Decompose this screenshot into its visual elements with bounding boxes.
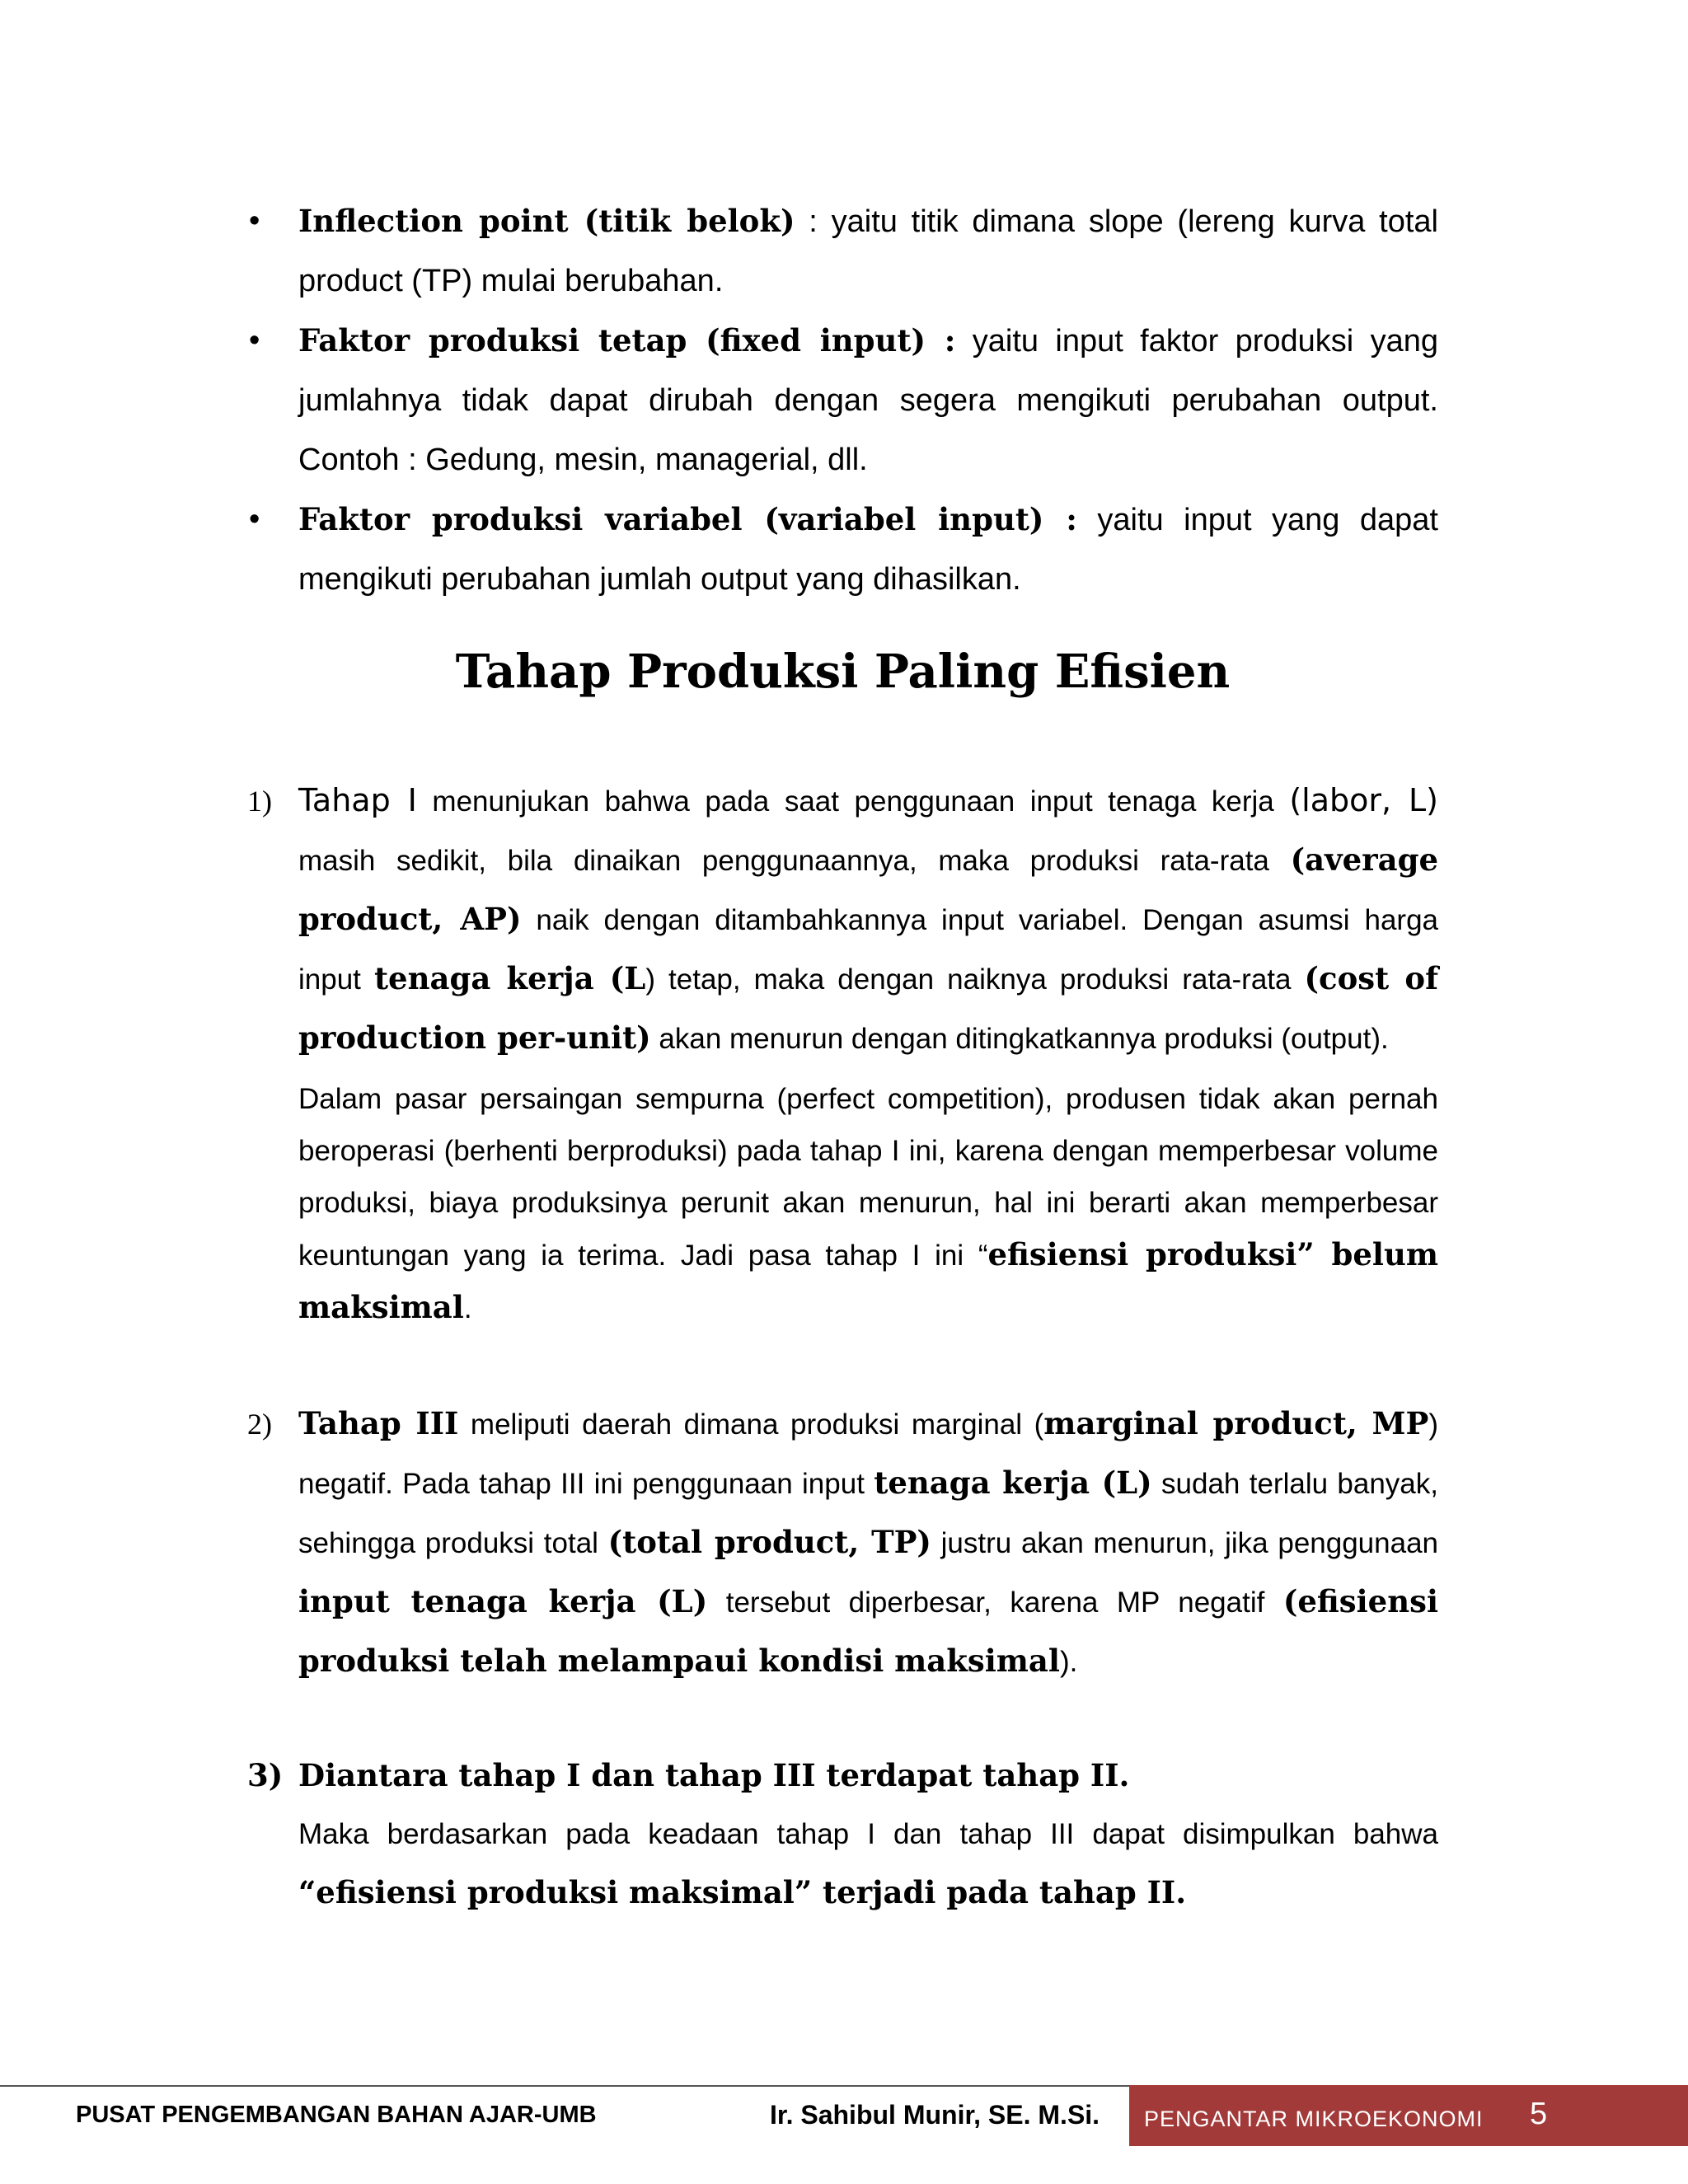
description: yaitu input yang dapat mengikuti perubahan jumlah output yang dihasilkan.	[298, 503, 1438, 597]
text-run: masih sedikit, bila dinaikan penggunaannya, maka produksi rata-rata	[298, 845, 1291, 877]
bold-run: marginal product, MP	[1043, 1405, 1429, 1441]
footer-publisher: PUSAT PENGEMBANGAN BAHAN AJAR-UMB	[76, 2102, 597, 2128]
text-run: .	[463, 1292, 472, 1324]
definition-item	[247, 311, 1438, 490]
text-run: meliputi daerah dimana produksi marginal (	[458, 1408, 1044, 1441]
text-run: menunjukan bahwa pada saat penggunaan input tenaga kerja	[416, 785, 1290, 818]
numbered-item-3	[247, 1746, 1438, 1923]
term: Faktor produksi tetap (fixed input) :	[298, 322, 956, 359]
item-number: 3)	[247, 1757, 284, 1793]
text-run: Maka berdasarkan pada keadaan tahap I dan tahap III dapat disimpulkan bahwa	[298, 1818, 1438, 1850]
item-lead: Tahap III	[298, 1405, 459, 1441]
bold-run: tenaga kerja (L)	[874, 1465, 1152, 1501]
text-run: akan menurun dengan ditingkatkannya produksi (output).	[650, 1023, 1389, 1055]
item-paragraph	[298, 1073, 1438, 1334]
text-run: ) negatif. Pada tahap III ini penggunaan input	[298, 1408, 1438, 1500]
page-footer	[0, 2085, 1688, 2146]
numbered-item-2	[247, 1394, 1438, 1691]
bullet-icon: •	[249, 502, 260, 537]
item-text	[298, 1394, 1438, 1691]
term: Faktor produksi variabel (variabel input) :	[298, 501, 1077, 537]
footer-divider	[0, 2085, 1129, 2087]
text-run: ).	[1059, 1646, 1078, 1678]
footer-author: Ir. Sahibul Munir, SE. M.Si.	[770, 2100, 1100, 2130]
text-run: ) tetap, maka dengan naiknya produksi rata-rata	[645, 963, 1305, 996]
bullet-icon: •	[249, 323, 260, 358]
bullet-icon: •	[249, 204, 260, 238]
item-text	[298, 1805, 1438, 1923]
bold-run: (cost of production per-unit)	[298, 960, 1438, 1056]
item-heading: Diantara tahap I dan tahap III terdapat tahap II.	[298, 1757, 1130, 1793]
term: Inflection point (titik belok)	[298, 203, 795, 239]
course-name: PENGANTAR MIKROEKONOMI	[1144, 2107, 1484, 2131]
page-number: 5	[1530, 2097, 1548, 2131]
text-run: tersebut diperbesar, karena MP negatif	[707, 1586, 1283, 1619]
definition-list	[247, 191, 1438, 609]
bold-run: “efisiensi produksi maksimal” terjadi pada tahap II.	[298, 1874, 1187, 1910]
item-lead: Tahap I	[298, 782, 417, 818]
item-number: 1)	[247, 785, 272, 818]
item-text	[298, 771, 1438, 1068]
bold-run: (labor, L)	[1289, 782, 1438, 818]
text-run: naik dengan ditambahkannya input variabel. Dengan asumsi harga input	[298, 904, 1438, 996]
description: : yaitu titik dimana slope (lereng kurva total product (TP) mulai berubahan.	[298, 204, 1439, 298]
bold-run: (efisiensi produksi telah melampaui kondisi maksimal	[298, 1583, 1439, 1679]
definition-item	[247, 191, 1438, 311]
text-run: Dalam pasar persaingan sempurna (perfect competition), produsen tidak akan pernah beroperasi (berhenti berproduksi) pada tahap I ini, karena dengan memperbesar volume produksi, biaya produksinya perunit akan menurun, hal ini berarti akan memperbesar keuntungan yang ia terima. Jadi pasa tahap I ini	[298, 1083, 1438, 1272]
definition-item	[247, 490, 1438, 609]
description: yaitu input faktor produksi yang jumlahnya tidak dapat dirubah dengan segera mengikuti perubahan output. Contoh : Gedung, mesin, managerial, dll.	[298, 324, 1439, 477]
item-number: 2)	[247, 1408, 272, 1441]
text-run: justru akan menurun, jika penggunaan	[931, 1527, 1439, 1559]
section-title: Tahap Produksi Paling Efisien	[455, 644, 1231, 699]
text-run: “	[978, 1240, 988, 1272]
bold-run: efisiensi produksi” belum maksimal	[298, 1236, 1439, 1325]
text-run: sudah terlalu banyak, sehingga produksi total	[298, 1468, 1438, 1559]
bold-run: (average product, AP)	[298, 841, 1438, 937]
bold-run: (total product, TP)	[607, 1524, 931, 1560]
bold-run: tenaga kerja (L	[373, 960, 646, 996]
numbered-item-1	[247, 771, 1438, 1334]
footer-course-band	[1129, 2085, 1688, 2146]
bold-run: input tenaga kerja (L)	[298, 1583, 708, 1619]
